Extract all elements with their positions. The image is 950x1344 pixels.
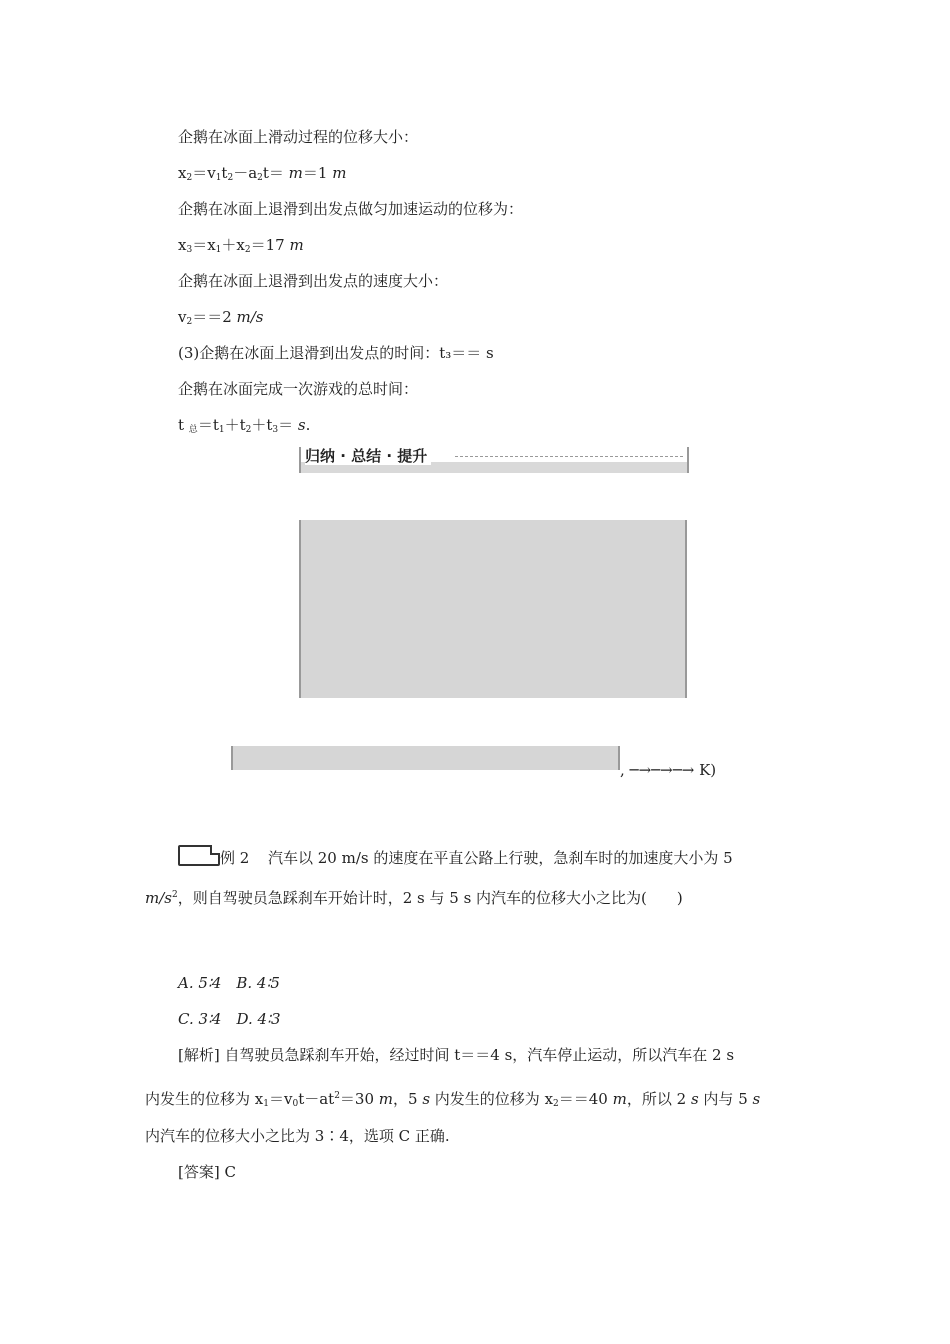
analysis-line-2: 内发生的位移为 $x_1=v_0t-at^2=30$ m，5 s 内发生的位移为 $x_2==40$ m，所以 2 s 内与 5 s (145, 1090, 761, 1109)
banner-title: 归纳 · 总结 · 提升 (305, 447, 431, 465)
formula-x3: $x_3=x_1+x_2=17$ m (178, 236, 304, 255)
solution-line-1: 企鹅在冰面上滑动过程的位移大小： (178, 128, 419, 146)
question-line-1: 汽车以 20 m/s 的速度在平直公路上行驶，急刹车时的加速度大小为 5 (268, 849, 733, 867)
solution-line-7: (3)企鹅在冰面上退滑到出发点的时间：t₃＝＝ s (178, 344, 494, 362)
summary-image-placeholder (299, 520, 687, 698)
banner-dashed-line (455, 456, 683, 457)
formula-x2: $x_2=v_1t_2-a_2t= m=1$ m (178, 164, 347, 183)
analysis-line-1: [解析] 自驾驶员急踩刹车开始，经过时间 t＝＝4 s，汽车停止运动，所以汽车在 2 s (178, 1046, 735, 1064)
solution-line-8: 企鹅在冰面完成一次游戏的总时间： (178, 380, 419, 398)
solution-line-5: 企鹅在冰面上退滑到出发点的速度大小： (178, 272, 449, 290)
example-icon (178, 845, 220, 866)
answer-line: [答案] C (178, 1163, 236, 1181)
formula-v2: $v_2==2$ m/s (178, 308, 264, 327)
analysis-line-3: 内汽车的位移大小之比为 3∶4，选项 C 正确. (145, 1127, 450, 1145)
question-line-2: $m/s^2$，则自驾驶员急踩刹车开始计时，2 s 与 5 s 内汽车的位移大小之比为( ) (145, 889, 683, 907)
options-line-2: C. 3∶4 D. 4∶3 (178, 1010, 281, 1028)
flow-image-placeholder (231, 746, 620, 770)
question-line-2-rest: ，则自驾驶员急踩刹车开始计时，2 s 与 5 s 内汽车的位移大小之比为( ) (177, 889, 683, 907)
solution-line-3: 企鹅在冰面上退滑到出发点做匀加速运动的位移为： (178, 200, 524, 218)
formula-total-time: t $_总=t_1+t_2+t_3= s$. (178, 416, 311, 435)
example-label: 例 2 (220, 849, 250, 867)
options-line-1: A. 5∶4 B. 4∶5 (178, 974, 280, 992)
flow-chain-tail: , ─→─→─→ K) (620, 761, 717, 779)
section-banner (299, 447, 689, 473)
